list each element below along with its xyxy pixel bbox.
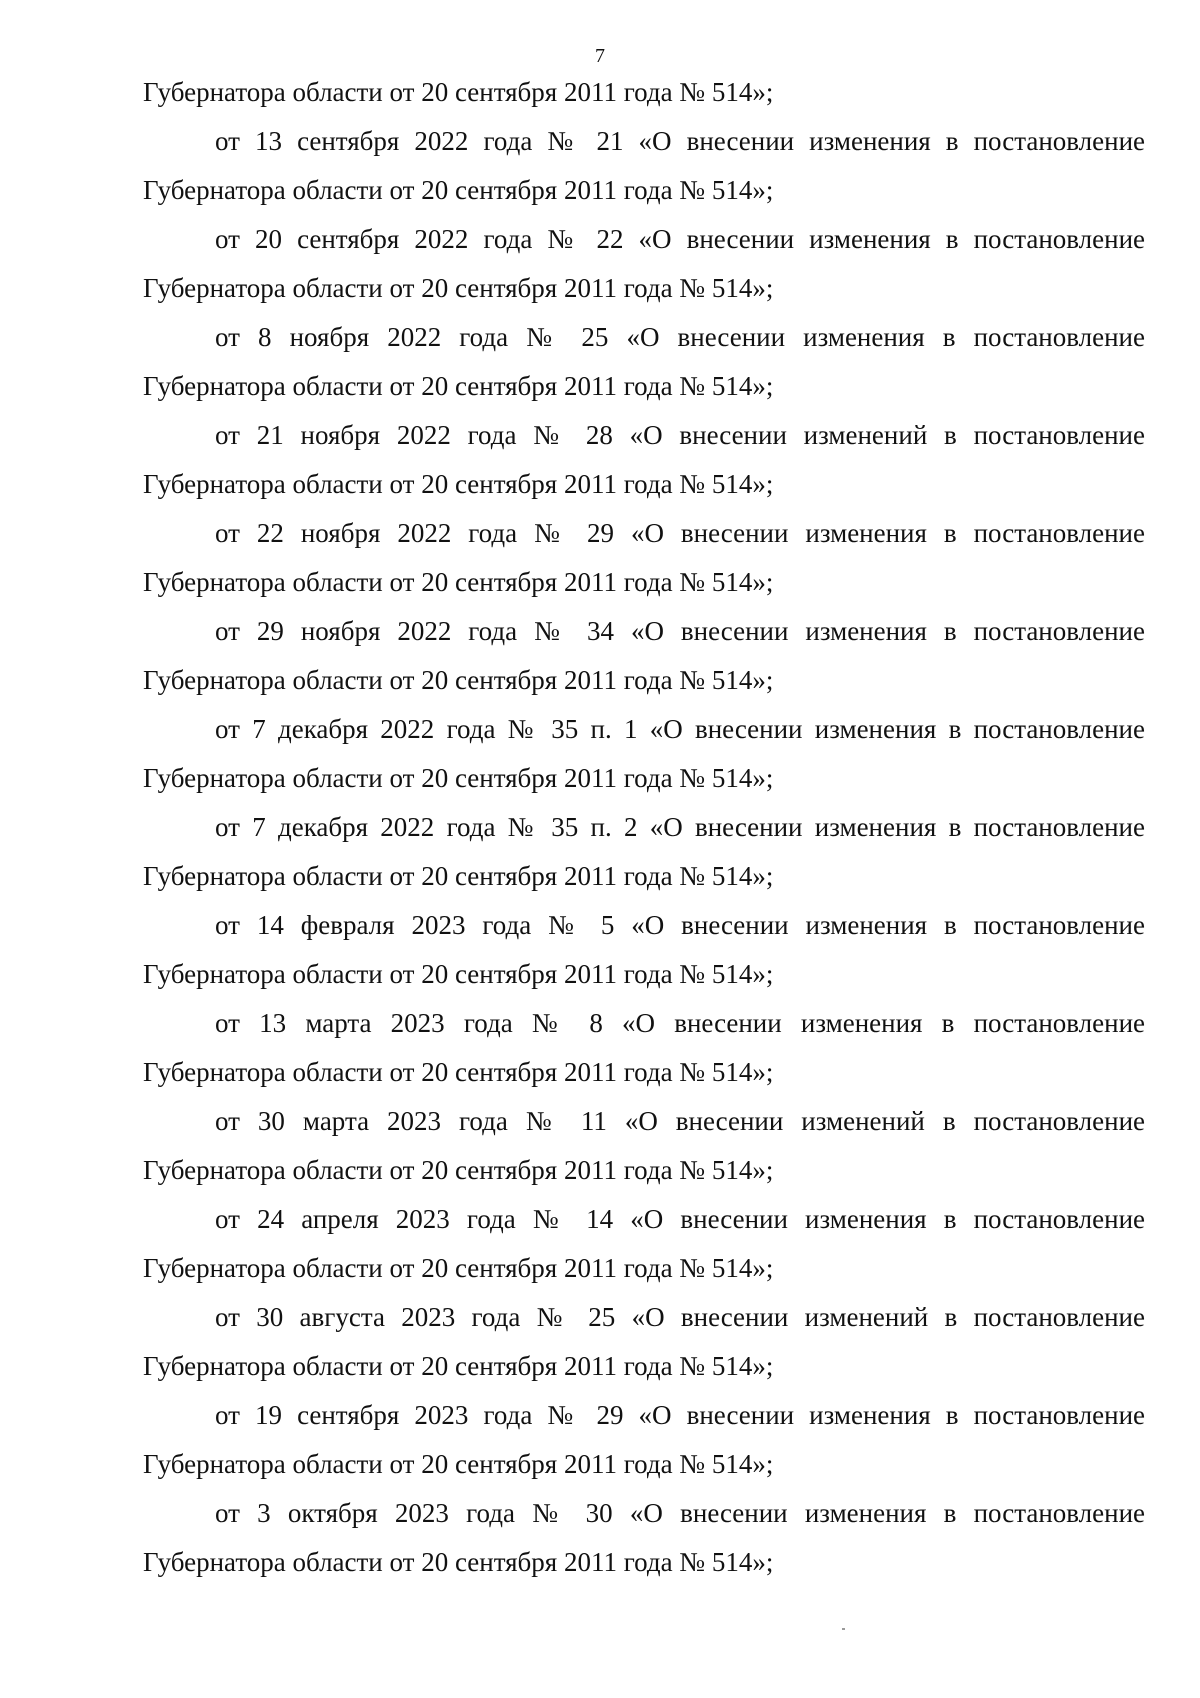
entry-second-line: Губернатора области от 20 сентября 2011 года № 514»; — [143, 1449, 774, 1479]
entry-second-line: Губернатора области от 20 сентября 2011 года № 514»; — [143, 175, 774, 205]
entry-second-line: Губернатора области от 20 сентября 2011 года № 514»; — [143, 763, 774, 793]
entry-second-line: Губернатора области от 20 сентября 2011 года № 514»; — [143, 1155, 774, 1185]
list-item — [143, 1195, 1145, 1293]
list-item — [143, 215, 1145, 313]
entry-second-line: Губернатора области от 20 сентября 2011 года № 514»; — [143, 371, 774, 401]
entry-first-line: от 7 декабря 2022 года № 35 п. 2 «О внесении изменения в постановление — [215, 812, 1145, 842]
list-item — [143, 313, 1145, 411]
entry-second-line: Губернатора области от 20 сентября 2011 года № 514»; — [143, 1253, 774, 1283]
list-item — [143, 999, 1145, 1097]
entry-first-line: от 29 ноября 2022 года № 34 «О внесении изменения в постановление — [215, 616, 1145, 646]
entry-second-line: Губернатора области от 20 сентября 2011 года № 514»; — [143, 1351, 774, 1381]
lead-line: Губернатора области от 20 сентября 2011 года № 514»; — [143, 77, 774, 107]
page-number: 7 — [595, 45, 605, 67]
entry-second-line: Губернатора области от 20 сентября 2011 года № 514»; — [143, 665, 774, 695]
entry-first-line: от 7 декабря 2022 года № 35 п. 1 «О внесении изменения в постановление — [215, 714, 1145, 744]
entry-first-line: от 19 сентября 2023 года № 29 «О внесении изменения в постановление — [215, 1400, 1145, 1430]
entry-first-line: от 8 ноября 2022 года № 25 «О внесении изменения в постановление — [215, 322, 1145, 352]
entry-first-line: от 22 ноября 2022 года № 29 «О внесении изменения в постановление — [215, 518, 1145, 548]
list-item — [143, 1293, 1145, 1391]
entry-first-line: от 14 февраля 2023 года № 5 «О внесении изменения в постановление — [215, 910, 1145, 940]
entry-second-line: Губернатора области от 20 сентября 2011 года № 514»; — [143, 469, 774, 499]
list-item — [143, 117, 1145, 215]
list-item — [143, 1391, 1145, 1489]
list-item — [143, 705, 1145, 803]
scan-speck — [842, 1628, 845, 1630]
entry-second-line: Губернатора области от 20 сентября 2011 года № 514»; — [143, 1057, 774, 1087]
entry-first-line: от 30 августа 2023 года № 25 «О внесении изменений в постановление — [215, 1302, 1145, 1332]
entry-list — [143, 117, 1145, 1587]
list-item — [143, 901, 1145, 999]
entry-second-line: Губернатора области от 20 сентября 2011 года № 514»; — [143, 959, 774, 989]
entry-first-line: от 24 апреля 2023 года № 14 «О внесении изменения в постановление — [215, 1204, 1145, 1234]
entry-second-line: Губернатора области от 20 сентября 2011 года № 514»; — [143, 861, 774, 891]
entry-second-line: Губернатора области от 20 сентября 2011 года № 514»; — [143, 1547, 774, 1577]
list-item — [143, 509, 1145, 607]
entry-second-line: Губернатора области от 20 сентября 2011 года № 514»; — [143, 273, 774, 303]
entry-first-line: от 30 марта 2023 года № 11 «О внесении изменений в постановление — [215, 1106, 1145, 1136]
list-item — [143, 607, 1145, 705]
entry-second-line: Губернатора области от 20 сентября 2011 года № 514»; — [143, 567, 774, 597]
list-item — [143, 1097, 1145, 1195]
list-item — [143, 1489, 1145, 1587]
list-item — [143, 803, 1145, 901]
list-item — [143, 411, 1145, 509]
entry-first-line: от 13 марта 2023 года № 8 «О внесении изменения в постановление — [215, 1008, 1145, 1038]
entry-first-line: от 3 октября 2023 года № 30 «О внесении изменения в постановление — [215, 1498, 1145, 1528]
entry-first-line: от 21 ноября 2022 года № 28 «О внесении изменений в постановление — [215, 420, 1145, 450]
document-body — [143, 68, 1145, 1587]
entry-first-line: от 20 сентября 2022 года № 22 «О внесении изменения в постановление — [215, 224, 1145, 254]
entry-first-line: от 13 сентября 2022 года № 21 «О внесении изменения в постановление — [215, 126, 1145, 156]
